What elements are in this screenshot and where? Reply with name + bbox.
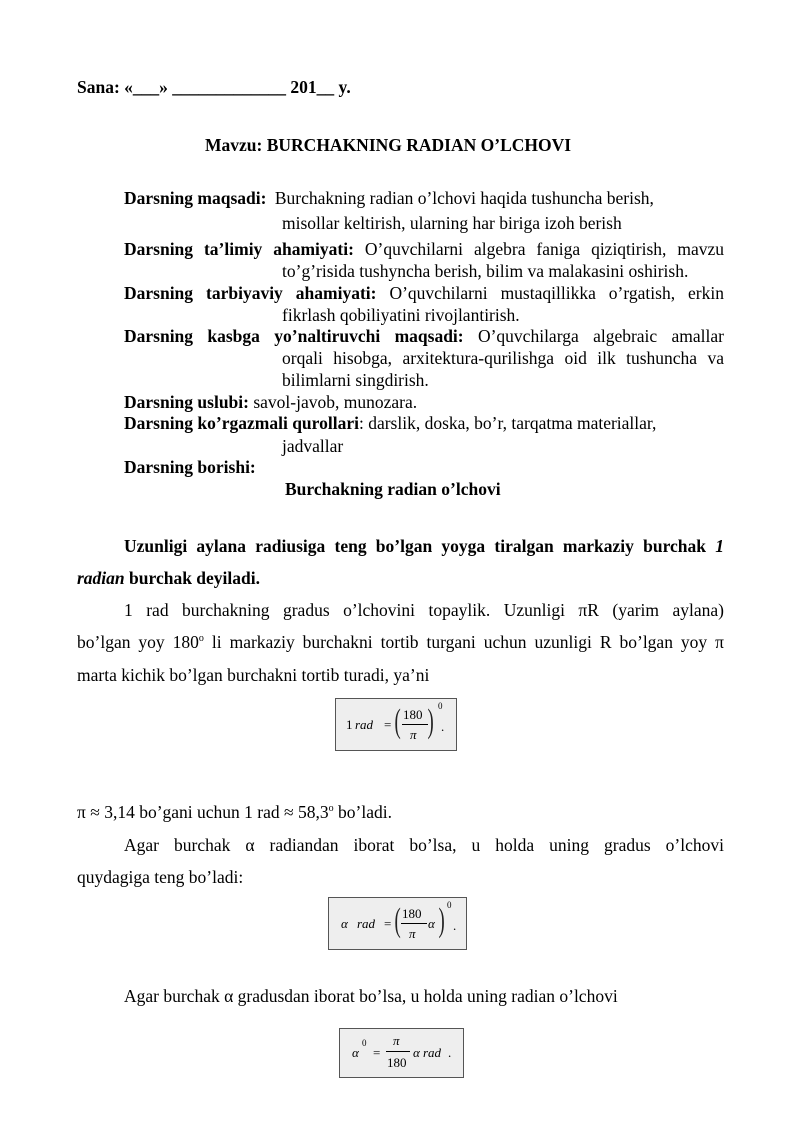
f2-exp: 0 (447, 900, 452, 910)
f2-num: 180 (402, 906, 422, 921)
date-line: Sana: «___» _____________ 201__ y. (77, 77, 351, 97)
p4-line: Agar burchak α gradusdan iborat bo’lsa, u holda uning radian o’lchovi (124, 986, 618, 1006)
prof-text-2: orqali hisobga, arxitektura-qurilishga oid ilk tushuncha va (282, 348, 724, 368)
p1-degree: o (198, 633, 204, 645)
topic-label: Mavzu: (205, 135, 263, 155)
f1-eq: = (384, 717, 392, 732)
section-subtitle: Burchakning radian o’lchovi (285, 479, 501, 499)
goal-label: Darsning maqsadi: (124, 188, 267, 208)
edu-label: Darsning ta’limiy ahamiyati: (124, 239, 354, 259)
f2-fraction-bar (401, 923, 427, 924)
f2-end: . (453, 918, 457, 933)
definition-line-1 (124, 536, 724, 557)
p2-text-a: π ≈ 3,14 bo’gani uchun 1 rad ≈ 58,3 (77, 802, 329, 822)
f2-den: π (409, 926, 416, 941)
f2-lhs-unit: rad (357, 916, 376, 931)
topic-title: BURCHAKNING RADIAN O’LCHOVI (266, 135, 572, 155)
edu-text-2: to’g’risida tushyncha berish, bilim va malakasini oshirish. (282, 261, 689, 281)
f1-paren-left: ( (394, 703, 401, 740)
f1-fraction-bar (402, 724, 428, 725)
p2-text-b: bo’ladi. (333, 802, 392, 822)
tools-text-2: jadvallar (282, 436, 344, 456)
upbr-text-1: O’quvchilarni mustaqillikka o’rgatish, erkin (389, 283, 724, 303)
lesson-topic (205, 135, 571, 156)
tools-text-1: : darslik, doska, bo’r, tarqatma materiallar, (358, 413, 657, 433)
f3-lhs-exp: 0 (362, 1038, 367, 1048)
upbr-text-2: fikrlash qobiliyatini rivojlantirish. (282, 305, 520, 325)
f1-end: . (441, 719, 445, 734)
upbr-line-1 (124, 283, 724, 304)
f1-paren-right: ) (427, 703, 434, 740)
tools-label: Darsning ko’rgazmali qurollari (124, 413, 359, 433)
formula-one-rad (335, 698, 457, 751)
edu-line-1 (124, 239, 724, 260)
f2-mult: α (428, 916, 435, 931)
f1-den: π (410, 727, 417, 742)
edu-text-1: O’quvchilarni algebra faniga qiziqtirish, mavzu (364, 239, 724, 259)
p1-line-1: 1 rad burchakning gradus o’lchovini topaylik. Uzunligi πR (yarim aylana) (124, 600, 724, 620)
p3-line-1: Agar burchak α radiandan iborat bo’lsa, u holda uning gradus o’lchovi (124, 835, 724, 855)
f2-lhs-var: α (341, 916, 348, 931)
p1-line-3: marta kichik bo’lgan burchakni tortib turadi, ya’ni (77, 665, 430, 685)
p1-text-2b: li markaziy burchakni tortib turgani uchun uzunligi R bo’lgan yoy π (203, 632, 724, 652)
f2-eq: = (384, 916, 392, 931)
definition-radian: radian (77, 568, 125, 588)
method-label: Darsning uslubi: (124, 392, 249, 412)
goal-line-1 (124, 188, 654, 209)
tools-line-1 (124, 413, 656, 434)
p1-line-2 (77, 632, 724, 653)
upbr-label: Darsning tarbiyaviy ahamiyati: (124, 283, 377, 303)
formula-alpha-rad (328, 897, 467, 950)
p3-line-2: quydagiga teng bo’ladi: (77, 867, 244, 887)
definition-one: 1 (715, 536, 724, 556)
formula-alpha-degree (339, 1028, 464, 1078)
prof-label: Darsning kasbga yo’naltiruvchi maqsadi: (124, 326, 464, 346)
f1-exp: 0 (438, 701, 443, 711)
f3-lhs-var: α (352, 1045, 359, 1060)
prof-text-1: O’quvchilarga algebraic amallar (477, 326, 724, 346)
p2-line (77, 802, 392, 823)
f3-eq: = (373, 1045, 381, 1060)
course-label: Darsning borishi: (124, 457, 256, 477)
f3-unit: rad (423, 1045, 442, 1060)
f1-lhs-unit: rad (355, 717, 374, 732)
prof-text-3: bilimlarni singdirish. (282, 370, 429, 390)
goal-text-1: Burchakning radian o’lchovi haqida tushuncha berish, (274, 188, 654, 208)
f3-num: π (393, 1033, 400, 1048)
f3-mult: α (413, 1045, 420, 1060)
f1-num: 180 (403, 707, 423, 722)
prof-line-1 (124, 326, 724, 347)
goal-text-2: misollar keltirish, ularning har biriga izoh berish (282, 213, 622, 233)
p1-text-2a: bo’lgan yoy 180 (77, 632, 199, 652)
f3-end: . (448, 1045, 452, 1060)
f2-paren-right: ) (438, 902, 445, 939)
f2-paren-left: ( (394, 902, 401, 939)
definition-line-2 (77, 568, 260, 589)
p2-degree: o (328, 803, 334, 815)
definition-text-2: burchak deyiladi. (124, 568, 260, 588)
definition-text-1: Uzunligi aylana radiusiga teng bo’lgan yoyga tiralgan markaziy burchak (124, 536, 716, 556)
method-line (124, 392, 417, 413)
f1-lhs-num: 1 (346, 717, 353, 732)
method-text: savol-javob, munozara. (253, 392, 418, 412)
f3-fraction-bar (386, 1051, 410, 1052)
f3-den: 180 (387, 1055, 407, 1070)
